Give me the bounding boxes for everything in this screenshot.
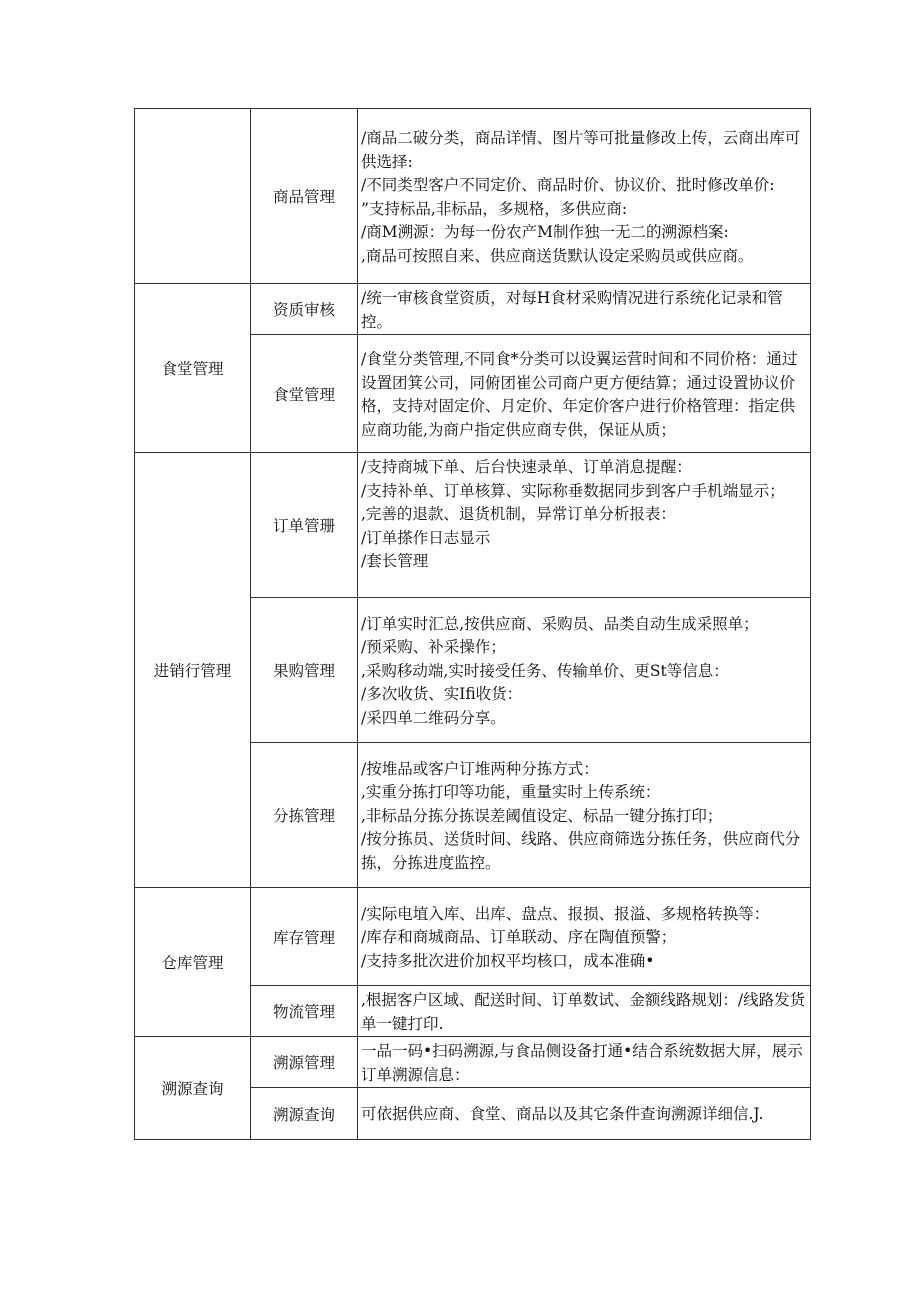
feature-table bbox=[134, 108, 811, 1140]
description-line: /套长管理 bbox=[361, 552, 429, 570]
description-line: ,根据客户区域、配送时间、订单数试、金额线路规划：/线路发货单一键打印. bbox=[361, 991, 806, 1033]
description-line: /实际电埴入库、出库、盘点、报损、报溢、多规格转换等： bbox=[361, 904, 770, 923]
description-line: ,非标品分拣分拣误差阈值设定、标品一键分拣打印； bbox=[361, 806, 723, 825]
description-line: ,实重分拣打印等功能，重量实时上传系统： bbox=[361, 783, 661, 802]
category-label: 仓库管理 bbox=[161, 954, 224, 972]
subcategory-label: 溯源查询 bbox=[272, 1105, 335, 1124]
subcategory-label: 溯源管理 bbox=[272, 1054, 335, 1072]
category-label: 进销行管理 bbox=[153, 662, 232, 680]
description-line: ,完善的退款、退货机制，异常订单分析报表： bbox=[361, 505, 676, 523]
description-line: /支持补单、订单核算、实际称垂数据同步到客户手机端显示； bbox=[361, 481, 785, 500]
description-cell bbox=[358, 1037, 811, 1088]
category-cell bbox=[135, 284, 251, 453]
description-line: /库存和商城商品、订单联动、序在陶值预警； bbox=[361, 928, 677, 947]
description-line: ,商品可按照自来、供应商送货默认设定采购员或供应商。 bbox=[361, 246, 754, 265]
description-cell bbox=[358, 453, 811, 598]
category-cell bbox=[135, 109, 251, 284]
description-line: ”支持标品,非标品，多规格，多供应商: bbox=[361, 199, 628, 218]
table-row bbox=[135, 284, 811, 335]
subcategory-label: 资质审核 bbox=[272, 301, 335, 319]
description-line: ,采购移动端,实时接受任务、传输单价、更St等信息： bbox=[361, 661, 729, 680]
description-line: /订单实时汇总,按供应商、采购员、品类自动生成采照单； bbox=[361, 614, 759, 633]
description-line: /不同类型客户不同定价、商品时价、协议价、批时修改单价: bbox=[361, 176, 775, 194]
description-cell bbox=[358, 284, 811, 335]
description-line: /商M溯源：为每一份农产M制作独一无二的溯源档案: bbox=[361, 223, 729, 241]
subcategory-cell bbox=[251, 986, 358, 1037]
description-line: /商品二破分类，商品详情、图片等可批量修改上传，云商出库可供选择: bbox=[361, 129, 801, 171]
subcategory-cell bbox=[251, 284, 358, 335]
subcategory-label: 果购管理 bbox=[272, 662, 335, 680]
subcategory-cell bbox=[251, 888, 358, 986]
description-line: /统一审核食堂资质，对每H食材采购情况进行系统化记录和管控。 bbox=[361, 289, 783, 331]
subcategory-label: 分拣管理 bbox=[272, 807, 335, 825]
subcategory-label: 库存管理 bbox=[272, 928, 335, 947]
description-line: /支持商城下单、后台快速录单、订单消息提醒： bbox=[361, 458, 692, 476]
table-row bbox=[135, 888, 811, 986]
description-cell bbox=[358, 335, 811, 453]
description-line: /按堆品或客户订堆两种分拣方式： bbox=[361, 759, 599, 778]
subcategory-label: 订单管珊 bbox=[272, 517, 335, 535]
subcategory-cell bbox=[251, 598, 358, 743]
description-cell bbox=[358, 598, 811, 743]
subcategory-label: 物流管理 bbox=[272, 1003, 335, 1021]
description-cell bbox=[358, 109, 811, 284]
description-line: /订单搽作日志显示 bbox=[361, 528, 491, 547]
description-clip bbox=[361, 456, 810, 597]
description-line: /采四单二维码分享。 bbox=[361, 708, 506, 727]
category-label: 溯源查询 bbox=[161, 1080, 224, 1098]
subcategory-cell bbox=[251, 1037, 358, 1088]
subcategory-cell bbox=[251, 743, 358, 888]
description-line: /按分拣员、送货时间、线路、供应商筛选分拣任务，供应商代分拣，分拣进度监控。 bbox=[361, 830, 801, 872]
category-cell bbox=[135, 888, 251, 1037]
subcategory-label: 商品管理 bbox=[272, 188, 335, 206]
subcategory-cell bbox=[251, 453, 358, 598]
table-row bbox=[135, 1037, 811, 1088]
subcategory-cell bbox=[251, 109, 358, 284]
description-cell bbox=[358, 743, 811, 888]
description-line: /食堂分类管理,不同食*分类可以设翼运营时间和不同价格：通过设置团箕公司，同俯团崔公司商户更方便结算；通过设置协议价格，支持对固定价、月定价、年定价客户进行价格管理：指定供应商功能,为商户指定供应商专供，保证从质； bbox=[361, 350, 798, 439]
description-cell bbox=[358, 986, 811, 1037]
description-line: 可依据供应商、食堂、商品以及其它条件查询溯源详细信.J. bbox=[361, 1105, 764, 1124]
category-cell bbox=[135, 453, 251, 888]
category-cell bbox=[135, 1037, 251, 1140]
description-line: /预采购、补采操作； bbox=[361, 638, 506, 657]
description-cell bbox=[358, 1088, 811, 1140]
subcategory-cell bbox=[251, 335, 358, 453]
description-cell bbox=[358, 888, 811, 986]
subcategory-label: 食堂管理 bbox=[272, 385, 335, 404]
table-row bbox=[135, 453, 811, 598]
description-line: 一品一码•扫码溯源,与食品侧设备打通•结合系统数据大屏，展示订单溯源信息： bbox=[361, 1042, 803, 1084]
subcategory-cell bbox=[251, 1088, 358, 1140]
description-line: /多次收货、实Ifi收货： bbox=[361, 685, 523, 704]
description-line: /支持多批次进价加权平均核口，成本准确• bbox=[361, 951, 655, 970]
category-label: 食堂管理 bbox=[161, 360, 224, 378]
table-row bbox=[135, 109, 811, 284]
